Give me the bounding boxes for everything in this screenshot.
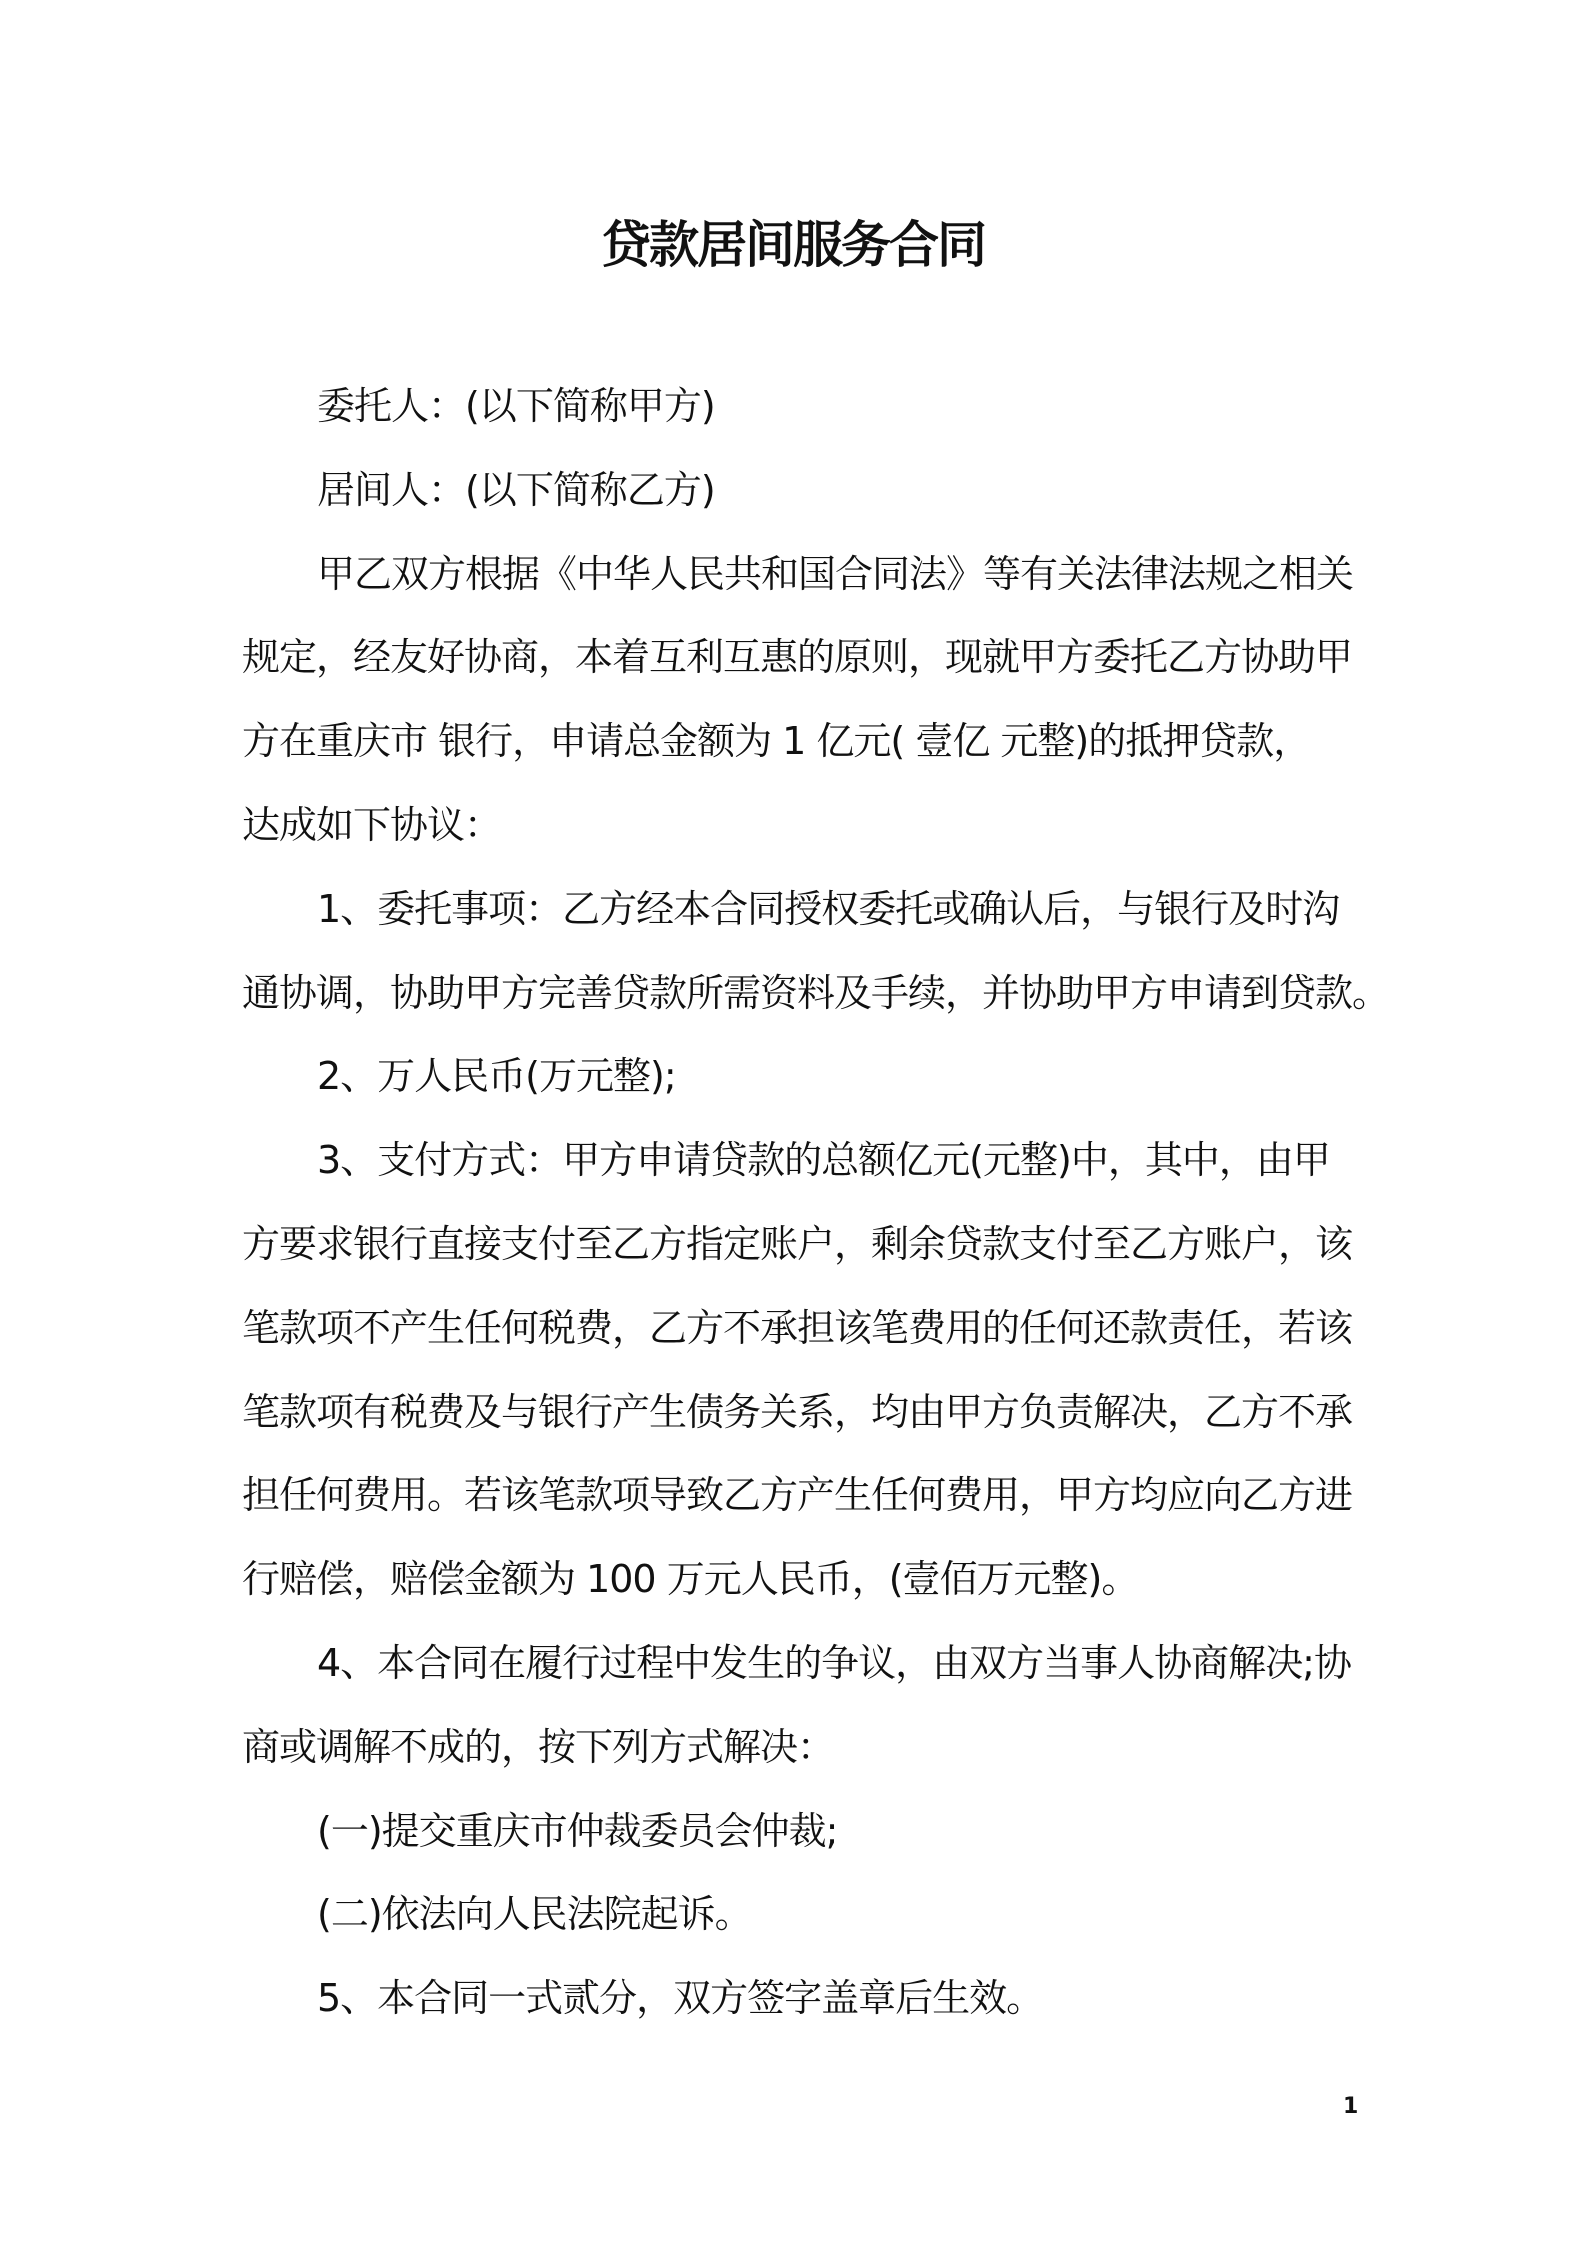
text-line: 5、本合同一式贰分，双方签字盖章后生效。 [317, 1976, 1044, 2021]
text-line: 委托人：(以下简称甲方) [317, 384, 715, 428]
text-line: (二)依法向人民法院起诉。 [317, 1892, 752, 1937]
text-line: 1、委托事项：乙方经本合同授权委托或确认后，与银行及时沟 [317, 886, 1340, 931]
text-line: 居间人：(以下简称乙方) [317, 467, 715, 512]
text-line: 甲乙双方根据《中华人民共和国合同法》等有关法律法规之相关 [317, 551, 1354, 596]
text-line: 笔款项有税费及与银行产生债务关系，均由甲方负责解决，乙方不承 [242, 1389, 1353, 1434]
text-line: 3、支付方式：甲方申请贷款的总额亿元(元整)中，其中，由甲 [317, 1138, 1330, 1183]
page-number: 1 [1343, 2094, 1359, 2119]
text-line: 担任何费用。若该笔款项导致乙方产生任何费用，甲方均应向乙方进 [242, 1473, 1353, 1518]
text-line: 达成如下协议： [242, 802, 502, 847]
text-line: 行赔偿，赔偿金额为 100 万元人民币，(壹佰万元整)。 [242, 1557, 1139, 1602]
text-line: 方要求银行直接支付至乙方指定账户，剩余贷款支付至乙方账户，该 [242, 1221, 1353, 1266]
text-line: 商或调解不成的，按下列方式解决： [242, 1724, 835, 1769]
text-line: 2、万人民币(万元整); [317, 1054, 676, 1099]
text-line: 笔款项不产生任何税费，乙方不承担该笔费用的任何还款责任，若该 [242, 1305, 1353, 1350]
text-line: 4、本合同在履行过程中发生的争议，由双方当事人协商解决;协 [317, 1640, 1351, 1685]
document-title: 贷款居间服务合同 [601, 216, 985, 274]
text-line: 方在重庆市 银行，申请总金额为 1 亿元( 壹亿 元整)的抵押贷款， [242, 719, 1311, 764]
text-line: (一)提交重庆市仲裁委员会仲裁; [317, 1808, 838, 1853]
text-line: 通协调，协助甲方完善贷款所需资料及手续，并协助甲方申请到贷款。 [242, 970, 1390, 1015]
document-body [242, 365, 1390, 2041]
text-line: 规定，经友好协商，本着互利互惠的原则，现就甲方委托乙方协助甲 [242, 635, 1353, 680]
